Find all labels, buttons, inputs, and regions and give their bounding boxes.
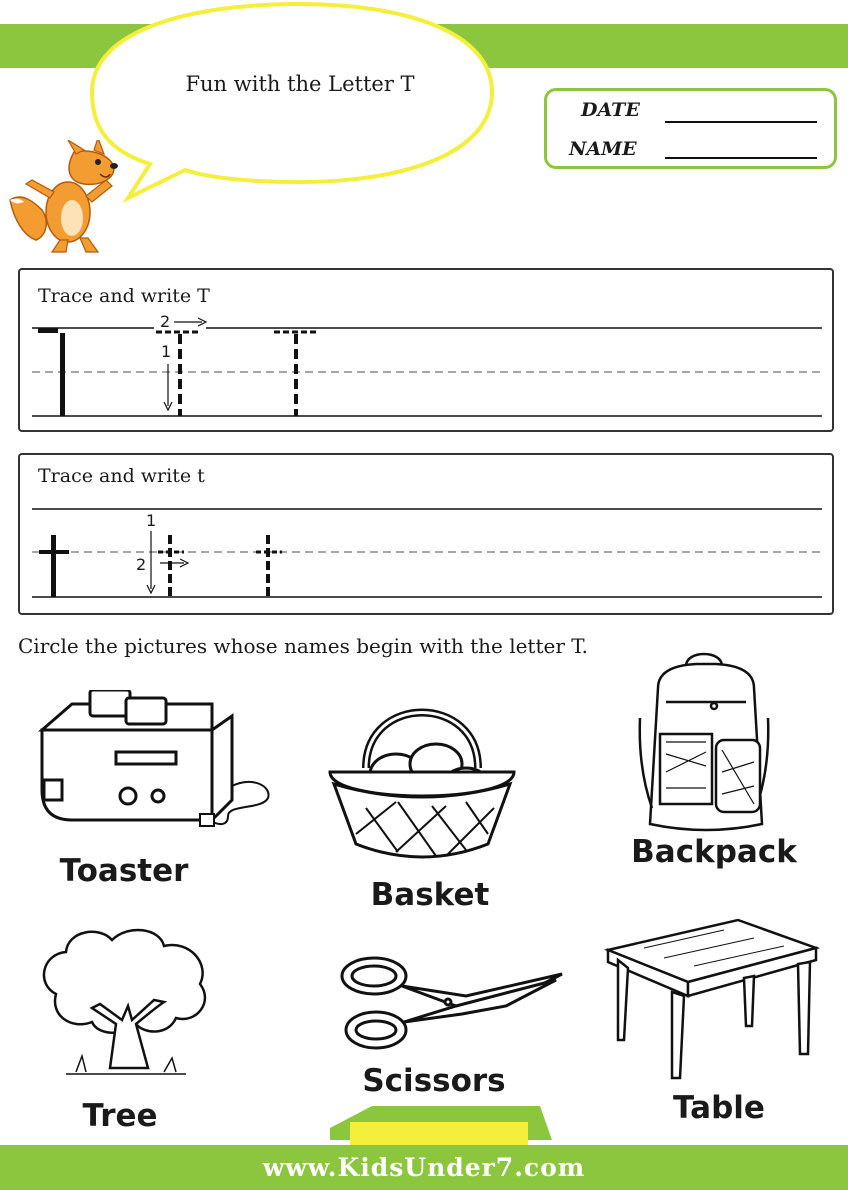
stroke-number-2: 2 [136,555,147,574]
name-label: NAME [569,138,637,160]
date-label: DATE [581,99,640,121]
picture-label-basket: Basket [370,877,490,913]
instruction-text: Circle the pictures whose names begin with the letter T. [18,634,589,658]
name-field[interactable] [665,157,817,159]
picture-label-toaster: Toaster [59,853,189,889]
basket-icon[interactable] [326,684,518,862]
picture-label-tree: Tree [82,1098,158,1134]
footer-website-link[interactable]: www.KidsUnder7.com [262,1153,586,1182]
stroke-number-1: 1 [161,342,172,361]
worksheet-title: Fun with the Letter T [185,72,415,96]
stroke-number-2: 2 [160,312,171,331]
date-name-box [544,88,837,169]
fox-mascot-icon [2,140,142,258]
picture-label-table: Table [673,1090,765,1126]
picture-label-backpack: Backpack [631,834,797,870]
tree-icon[interactable] [36,924,214,1086]
toaster-icon[interactable] [32,690,276,830]
lowercase-writing-lines[interactable] [20,455,832,613]
table-icon[interactable] [604,916,822,1084]
trace-lowercase-panel [18,453,834,615]
picture-label-scissors: Scissors [362,1063,506,1099]
scissors-icon[interactable] [336,950,568,1052]
backpack-icon[interactable] [636,648,772,838]
trace-uppercase-panel [18,268,834,432]
footer-ribbon [0,1100,848,1150]
stroke-number-1: 1 [146,511,157,530]
date-field[interactable] [665,121,817,123]
uppercase-writing-lines[interactable] [20,270,832,430]
trace-uppercase-label: Trace and write T [38,285,210,307]
trace-lowercase-label: Trace and write t [38,465,205,487]
